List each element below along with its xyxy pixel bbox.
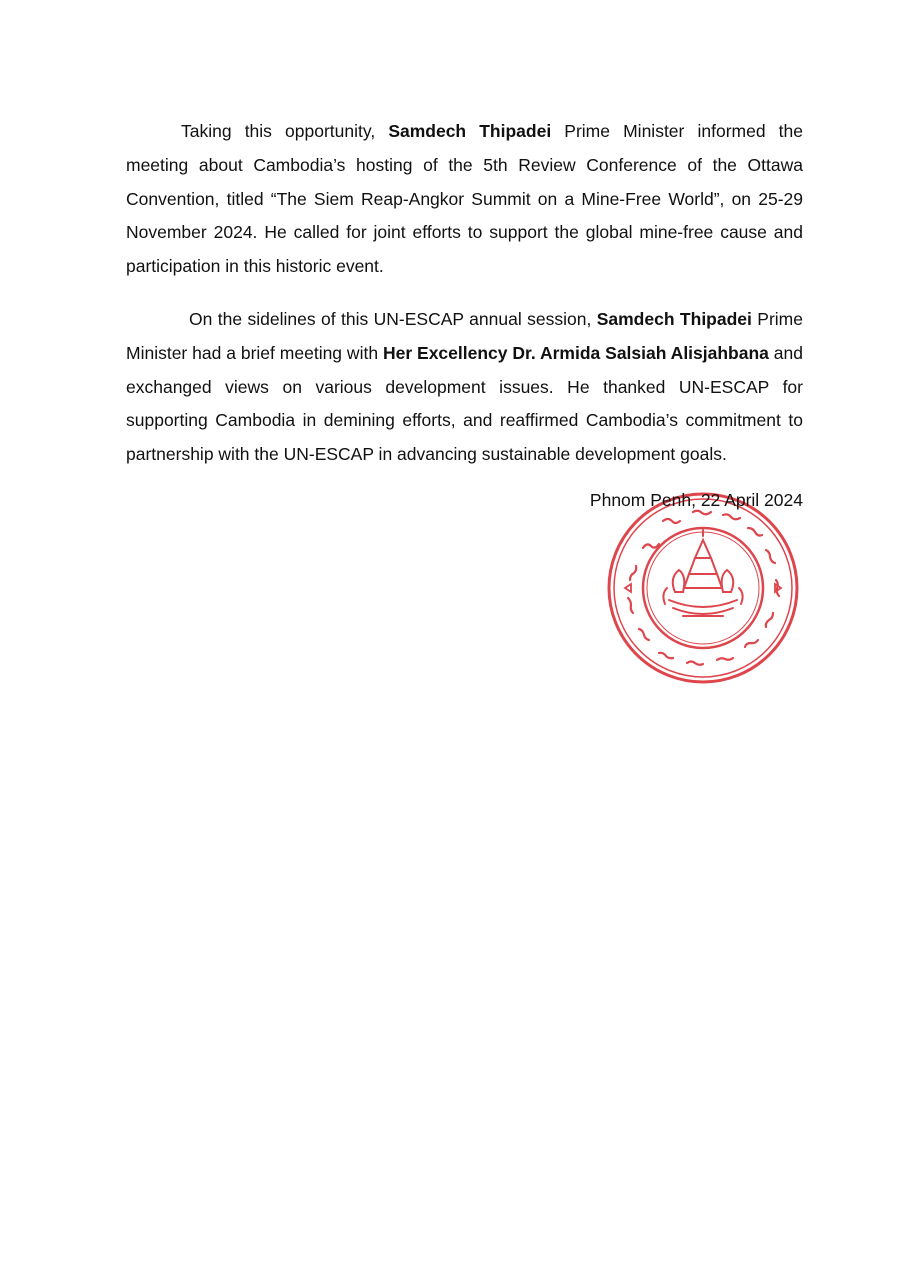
name-armida-alisjahbana: Her Excellency Dr. Armida Salsiah Alisjahbana bbox=[382, 342, 769, 363]
name-samdech-thipadei: Samdech Thipadei bbox=[388, 121, 552, 141]
paragraph-1-text: Prime Minister informed the meeting about Cambodia’s hosting of the 5th Review Conference of the Ottawa Convention, titled “The Siem Reap-Angkor Summit on a Mine-Free World”, on 25-29 November 2024. He called for joint efforts to support the global mine-free cause and participation in this historic event. bbox=[126, 121, 803, 277]
name-samdech-thipadei: Samdech Thipadei bbox=[596, 309, 752, 329]
paragraph-2 bbox=[126, 303, 803, 472]
paragraph-2-text: Prime Minister had a brief meeting with bbox=[126, 309, 803, 363]
paragraph-2-text: and exchanged views on various development issues. He thanked UN-ESCAP for supporting Cambodia in demining efforts, and reaffirmed Cambodia’s commitment to partnership with the UN-ESCAP in advancing sustainable development goals. bbox=[126, 342, 803, 465]
signoff-place-date: Phnom Penh, 22 April 2024 bbox=[589, 490, 803, 510]
paragraph-1 bbox=[126, 115, 803, 284]
official-seal-icon bbox=[603, 488, 803, 688]
paragraph-2-text: On the sidelines of this UN-ESCAP annual session, bbox=[189, 309, 597, 329]
paragraph-1-text: Taking this opportunity, bbox=[181, 121, 389, 141]
